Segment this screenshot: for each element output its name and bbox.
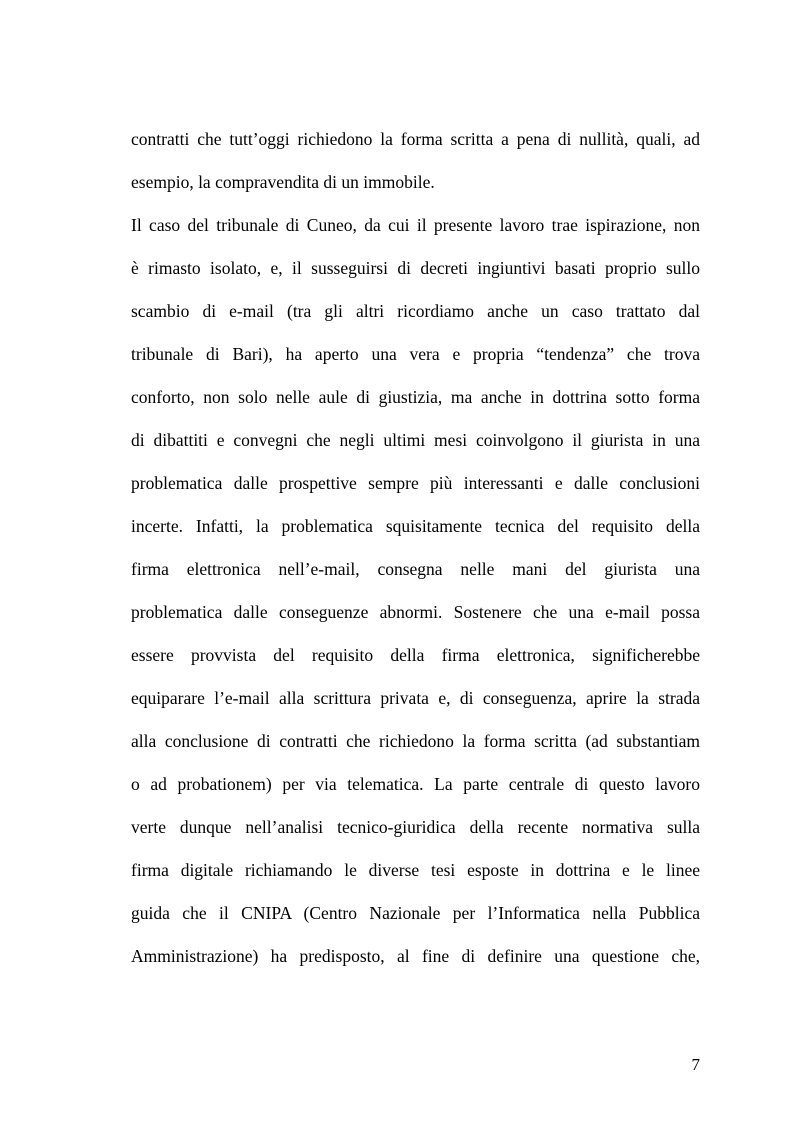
text-line: è rimasto isolato, e, il susseguirsi di decreti ingiuntivi basati proprio sullo [131,258,700,278]
page-number: 7 [691,1055,700,1074]
text-line: essere provvista del requisito della firma elettronica, significherebbe [131,645,700,665]
text-line: conforto, non solo nelle aule di giustizia, ma anche in dottrina sotto forma [131,387,700,407]
text-line: o ad probationem) per via telematica. La parte centrale di questo lavoro [131,774,700,794]
text-line: esempio, la compravendita di un immobile. [131,172,435,192]
text-line: firma elettronica nell’e-mail, consegna nelle mani del giurista una [131,559,700,579]
text-line: contratti che tutt’oggi richiedono la forma scritta a pena di nullità, quali, ad [131,129,700,149]
body-text [131,118,700,978]
text-line: Amministrazione) ha predisposto, al fine di definire una questione che, [131,946,700,966]
text-line: tribunale di Bari), ha aperto una vera e propria “tendenza” che trova [131,344,700,364]
text-line: guida che il CNIPA (Centro Nazionale per l’Informatica nella Pubblica [131,903,700,923]
text-line: problematica dalle conseguenze abnormi. Sostenere che una e-mail possa [131,602,700,622]
text-line: scambio di e-mail (tra gli altri ricordiamo anche un caso trattato dal [131,301,700,321]
text-line: di dibattiti e convegni che negli ultimi mesi coinvolgono il giurista in una [131,430,700,450]
text-line: Il caso del tribunale di Cuneo, da cui il presente lavoro trae ispirazione, non [131,215,700,235]
text-line: equiparare l’e-mail alla scrittura privata e, di conseguenza, aprire la strada [131,688,700,708]
text-line: firma digitale richiamando le diverse tesi esposte in dottrina e le linee [131,860,700,880]
text-line: incerte. Infatti, la problematica squisitamente tecnica del requisito della [131,516,700,536]
text-line: alla conclusione di contratti che richiedono la forma scritta (ad substantiam [131,731,700,751]
text-line: problematica dalle prospettive sempre più interessanti e dalle conclusioni [131,473,700,493]
text-line: verte dunque nell’analisi tecnico-giuridica della recente normativa sulla [131,817,700,837]
